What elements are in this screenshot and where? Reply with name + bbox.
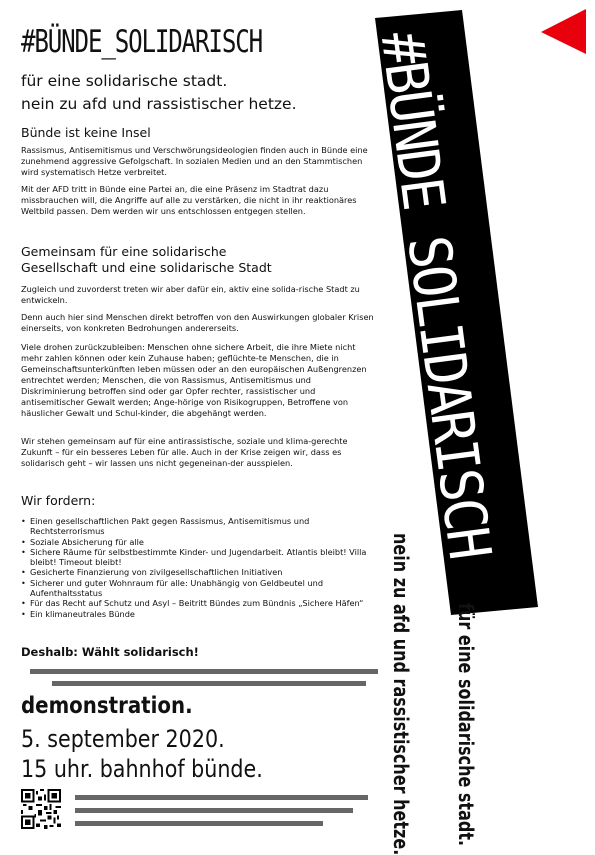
paragraph-insel-1: Rassismus, Antisemitismus und Verschwörungsideologien finden auch in Bünde eine zunehmend aggressive Gefolgschaft. In sozialen Medien und an den Stammtischen wird systematisch Hetze verbreitet. [21, 145, 368, 177]
section-heading-insel: Bünde ist keine Insel [21, 125, 151, 140]
divider-bar [75, 821, 323, 826]
list-item: • Soziale Absicherung für alle [21, 537, 381, 547]
section-heading-gemeinsam [21, 244, 272, 276]
banner-text: #BÜNDE_SOLIDARISCH [367, 28, 504, 561]
list-item: • Einen gesellschaftlichen Pakt gegen Rassismus, Antisemitismus und Rechtsterrorismus [21, 516, 381, 537]
section-heading-gemeinsam-line-2: Gesellschaft und eine solidarische Stadt [21, 260, 272, 275]
divider-bar [75, 808, 353, 813]
divider-bar [30, 669, 378, 674]
divider-bar [75, 795, 368, 800]
paragraph-insel-2: Mit der AFD tritt in Bünde eine Partei an, die eine Präsenz im Stadtrat dazu missbrauchen will, die Angriffe auf alle zu verstärken, die nicht in ihr reaktionäres Weltbild passen. Dem werden wir uns entschlossen entgegen stellen. [21, 184, 357, 216]
list-item: • Sicherer und guter Wohnraum für alle: Unabhängig von Geldbeutel und Aufenthaltsstatus [21, 578, 381, 599]
divider-bar [52, 681, 366, 686]
list-item: • Für das Recht auf Schutz und Asyl – Beitritt Bündes zum Bündnis „Sichere Häfen“ [21, 598, 381, 608]
section-heading-gemeinsam-line-1: Gemeinsam für eine solidarische [21, 244, 227, 259]
paragraph-gemeinsam-4: Wir stehen gemeinsam auf für eine antirassistische, soziale und klima-gerechte Zukunft – für ein besseres Leben für alle. Auch in der Krise zeigen wir, dass es solidarisch geht – wir lassen uns nicht gegeneinan-der ausspielen. [21, 436, 348, 468]
paragraph-gemeinsam-1: Zugleich und zuvorderst treten wir aber dafür ein, aktiv eine solida-rische Stadt zu entwickeln. [21, 284, 360, 305]
subtitle-line-1: für eine solidarische stadt. [21, 72, 228, 90]
vertical-line-afd: nein zu afd und rassistischer hetze. [389, 533, 413, 855]
red-triangle-icon [541, 9, 586, 54]
list-item: • Ein klimaneutrales Bünde [21, 609, 381, 619]
list-item: • Gesicherte Finanzierung von zivilgesellschaftlichen Initiativen [21, 567, 381, 577]
subtitle-line-2: nein zu afd und rassistischer hetze. [21, 95, 297, 113]
paragraph-gemeinsam-2: Denn auch hier sind Menschen direkt betroffen von den Auswirkungen globaler Krisen einerseits, von konkreten Bedrohungen andererseits. [21, 312, 374, 333]
demands-list [21, 516, 381, 619]
demo-place: 15 uhr. bahnhof bünde. [21, 755, 263, 783]
main-title: #BÜNDE_SOLIDARISCH [21, 24, 262, 60]
closing-statement: Deshalb: Wählt solidarisch! [21, 645, 199, 659]
demo-title: demonstration. [21, 693, 193, 719]
paragraph-gemeinsam-3: Viele drohen zurückzubleiben: Menschen ohne sichere Arbeit, die ihre Miete nicht mehr zahlen können oder kein Zuhause haben; geflüchte-te Menschen, die in Gemeinschaftsunterkünften leben müssen oder an den europäischen Außengrenzen entrechtet werden; Menschen, die von Rassismus, Antisemitismus und Diskriminierung betroffen sind oder gar Opfer rechter, rassistischer und antisemitischer Gewalt werden; Ange-hörige von Risikogruppen, Betroffene von häuslicher Gewalt und Schul-kinder, die abgehängt werden. [21, 342, 367, 418]
banner-text-wrapper [367, 10, 538, 615]
list-item: • Sichere Räume für selbstbestimmte Kinder- und Jugendarbeit. Atlantis bleibt! Villa bleibt! Timeout bleibt! [21, 547, 381, 568]
vertical-line-stadt: für eine solidarische stadt. [454, 603, 478, 847]
qr-code-icon[interactable] [21, 789, 61, 829]
subtitle [21, 70, 297, 116]
demo-date: 5. september 2020. [21, 725, 225, 753]
section-heading-fordern: Wir fordern: [21, 493, 96, 508]
